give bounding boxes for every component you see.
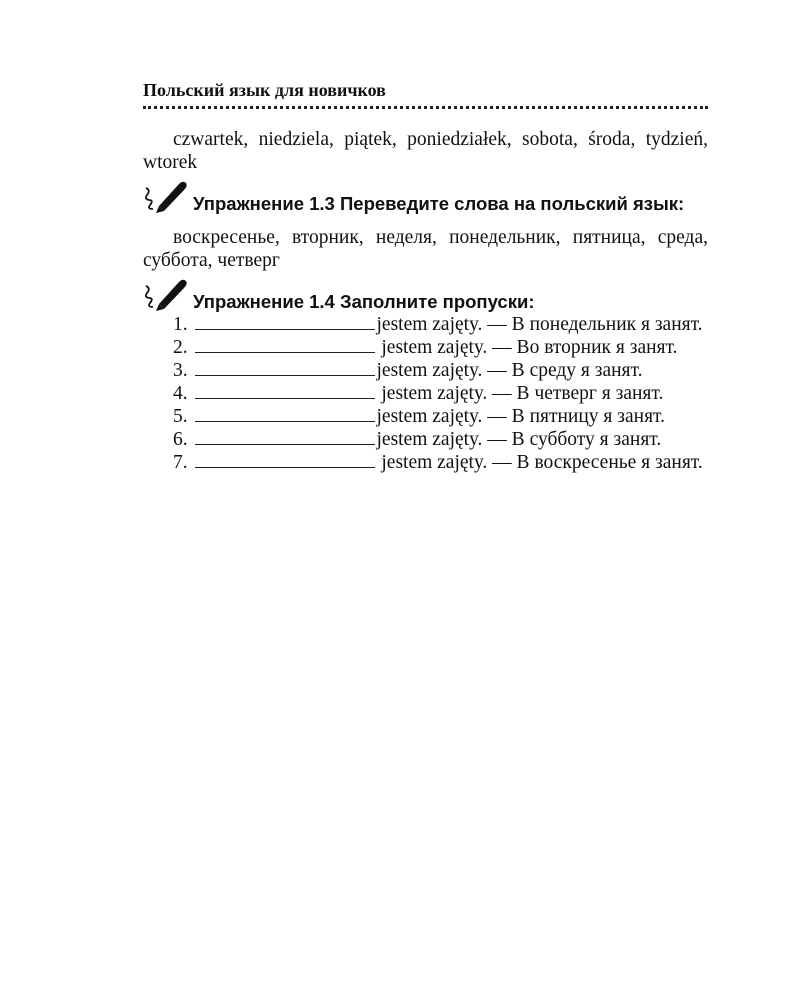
exercise-1-4-title: Упражнение 1.4 Заполните пропуски:	[193, 291, 535, 312]
item-number: 7.	[173, 452, 188, 473]
item-number: 3.	[173, 360, 188, 381]
page-content	[143, 128, 708, 474]
answer-blank[interactable]	[195, 360, 375, 376]
exercise-1-3-heading	[143, 186, 708, 226]
exercise-1-4-heading	[143, 284, 708, 313]
item-text: jestem zajęty. — В пятницу я занят.	[376, 406, 665, 427]
item-text: jestem zajęty. — В среду я занят.	[376, 360, 643, 381]
exercise-item-7	[143, 451, 708, 474]
pen-icon	[143, 178, 187, 214]
answer-blank[interactable]	[195, 314, 375, 330]
exercise-1-3-words: воскресенье, вторник, неделя, понедельник, пятница, среда, суббота, четверг	[143, 227, 708, 271]
answer-blank[interactable]	[195, 429, 375, 445]
item-text: jestem zajęty. — Во вторник я занят.	[381, 337, 678, 358]
answer-blank[interactable]	[195, 383, 375, 399]
exercise-item-6	[143, 428, 708, 451]
item-number: 1.	[173, 314, 188, 335]
answer-blank[interactable]	[195, 452, 375, 468]
pen-icon	[143, 276, 187, 312]
exercise-item-1	[143, 313, 708, 336]
item-text: jestem zajęty. — В воскресенье я занят.	[381, 452, 703, 473]
answer-blank[interactable]	[195, 406, 375, 422]
item-number: 4.	[173, 383, 188, 404]
item-text: jestem zajęty. — В четверг я занят.	[381, 383, 664, 404]
exercise-item-3	[143, 359, 708, 382]
exercise-item-4	[143, 382, 708, 405]
item-text: jestem zajęty. — В субботу я занят.	[376, 429, 662, 450]
item-number: 6.	[173, 429, 188, 450]
running-header: Польский язык для новичков	[143, 80, 708, 109]
item-number: 2.	[173, 337, 188, 358]
weekday-words-paragraph: czwartek, niedziela, piątek, poniedziałek, sobota, środa, tydzień, wtorek	[143, 129, 708, 173]
exercise-1-3-title: Упражнение 1.3 Переведите слова на польский язык:	[193, 193, 685, 214]
item-text: jestem zajęty. — В понедельник я занят.	[376, 314, 703, 335]
exercise-item-2	[143, 336, 708, 359]
answer-blank[interactable]	[195, 337, 375, 353]
item-number: 5.	[173, 406, 188, 427]
exercise-item-5	[143, 405, 708, 428]
